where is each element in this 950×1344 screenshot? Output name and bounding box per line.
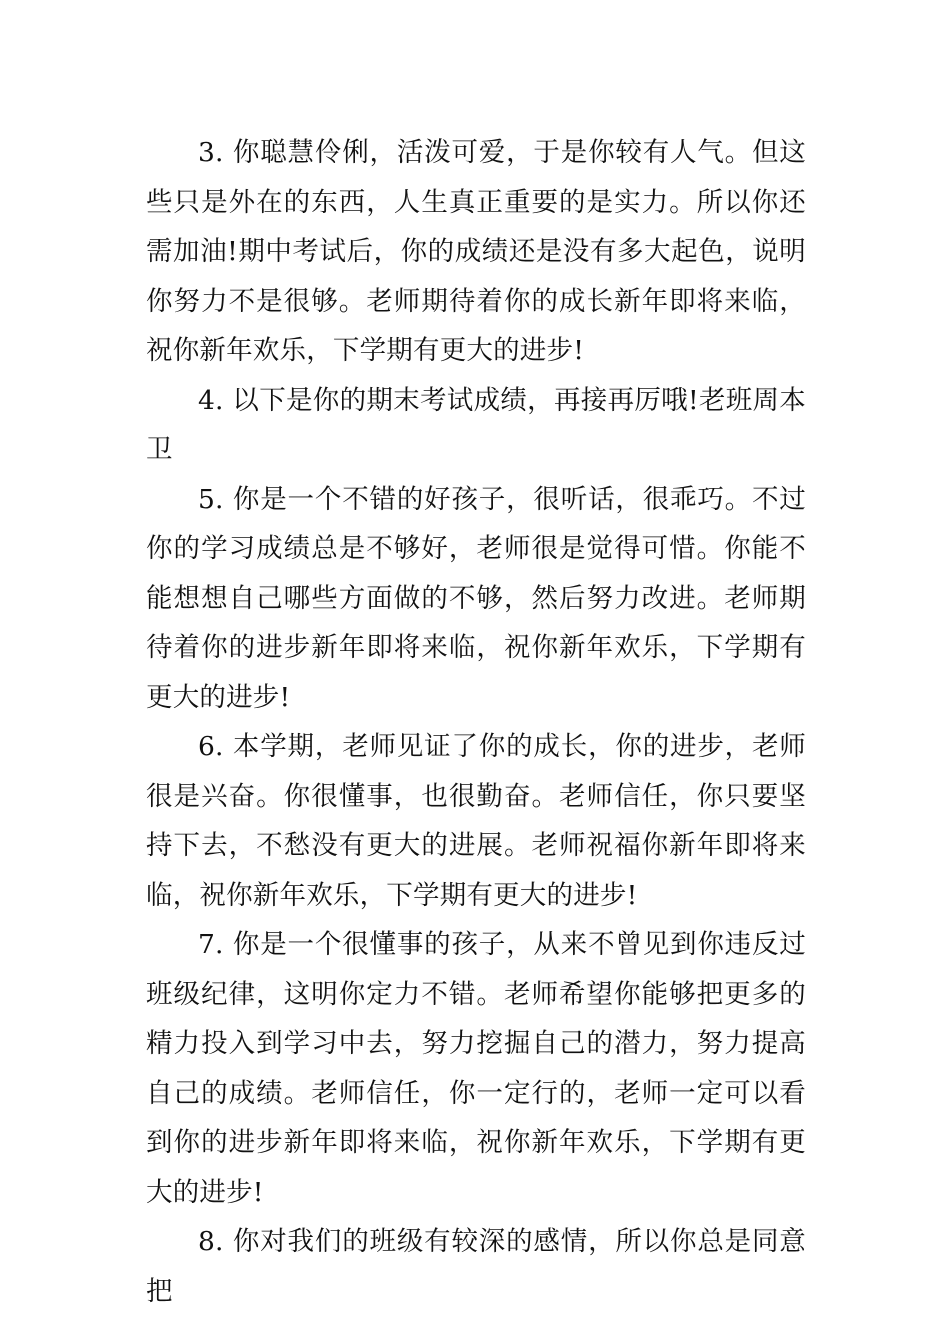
paragraph-6: 6. 本学期，老师见证了你的成长，你的进步，老师很是兴奋。你很懂事，也很勤奋。老师信任，你只要坚持下去，不愁没有更大的进展。老师祝福你新年即将来临，祝你新年欢乐，下学期有更大的进步! [146,731,806,911]
paragraph-7: 7. 你是一个很懂事的孩子，从来不曾见到你违反过班级纪律，这明你定力不错。老师希望你能够把更多的精力投入到学习中去，努力挖掘自己的潜力，努力提高自己的成绩。老师信任，你一定行的，老师一定可以看到你的进步新年即将来临，祝你新年欢乐，下学期有更大的进步! [146,929,806,1208]
paragraph-3: 3. 你聪慧伶俐，活泼可爱，于是你较有人气。但这些只是外在的东西，人生真正重要的是实力。所以你还需加油!期中考试后，你的成绩还是没有多大起色，说明你努力不是很够。老师期待着你的成长新年即将来临，祝你新年欢乐，下学期有更大的进步! [146,137,806,366]
document-body [146,128,806,1316]
paragraph-8: 8. 你对我们的班级有较深的感情，所以你总是同意把 [146,1226,806,1307]
paragraph-5: 5. 你是一个不错的好孩子，很听话，很乖巧。不过你的学习成绩总是不够好，老师很是觉得可惜。你能不能想想自己哪些方面做的不够，然后努力改进。老师期待着你的进步新年即将来临，祝你新年欢乐，下学期有更大的进步! [146,483,806,713]
paragraph-4: 4. 以下是你的期末考试成绩，再接再厉哦!老班周本卫 [146,384,806,465]
